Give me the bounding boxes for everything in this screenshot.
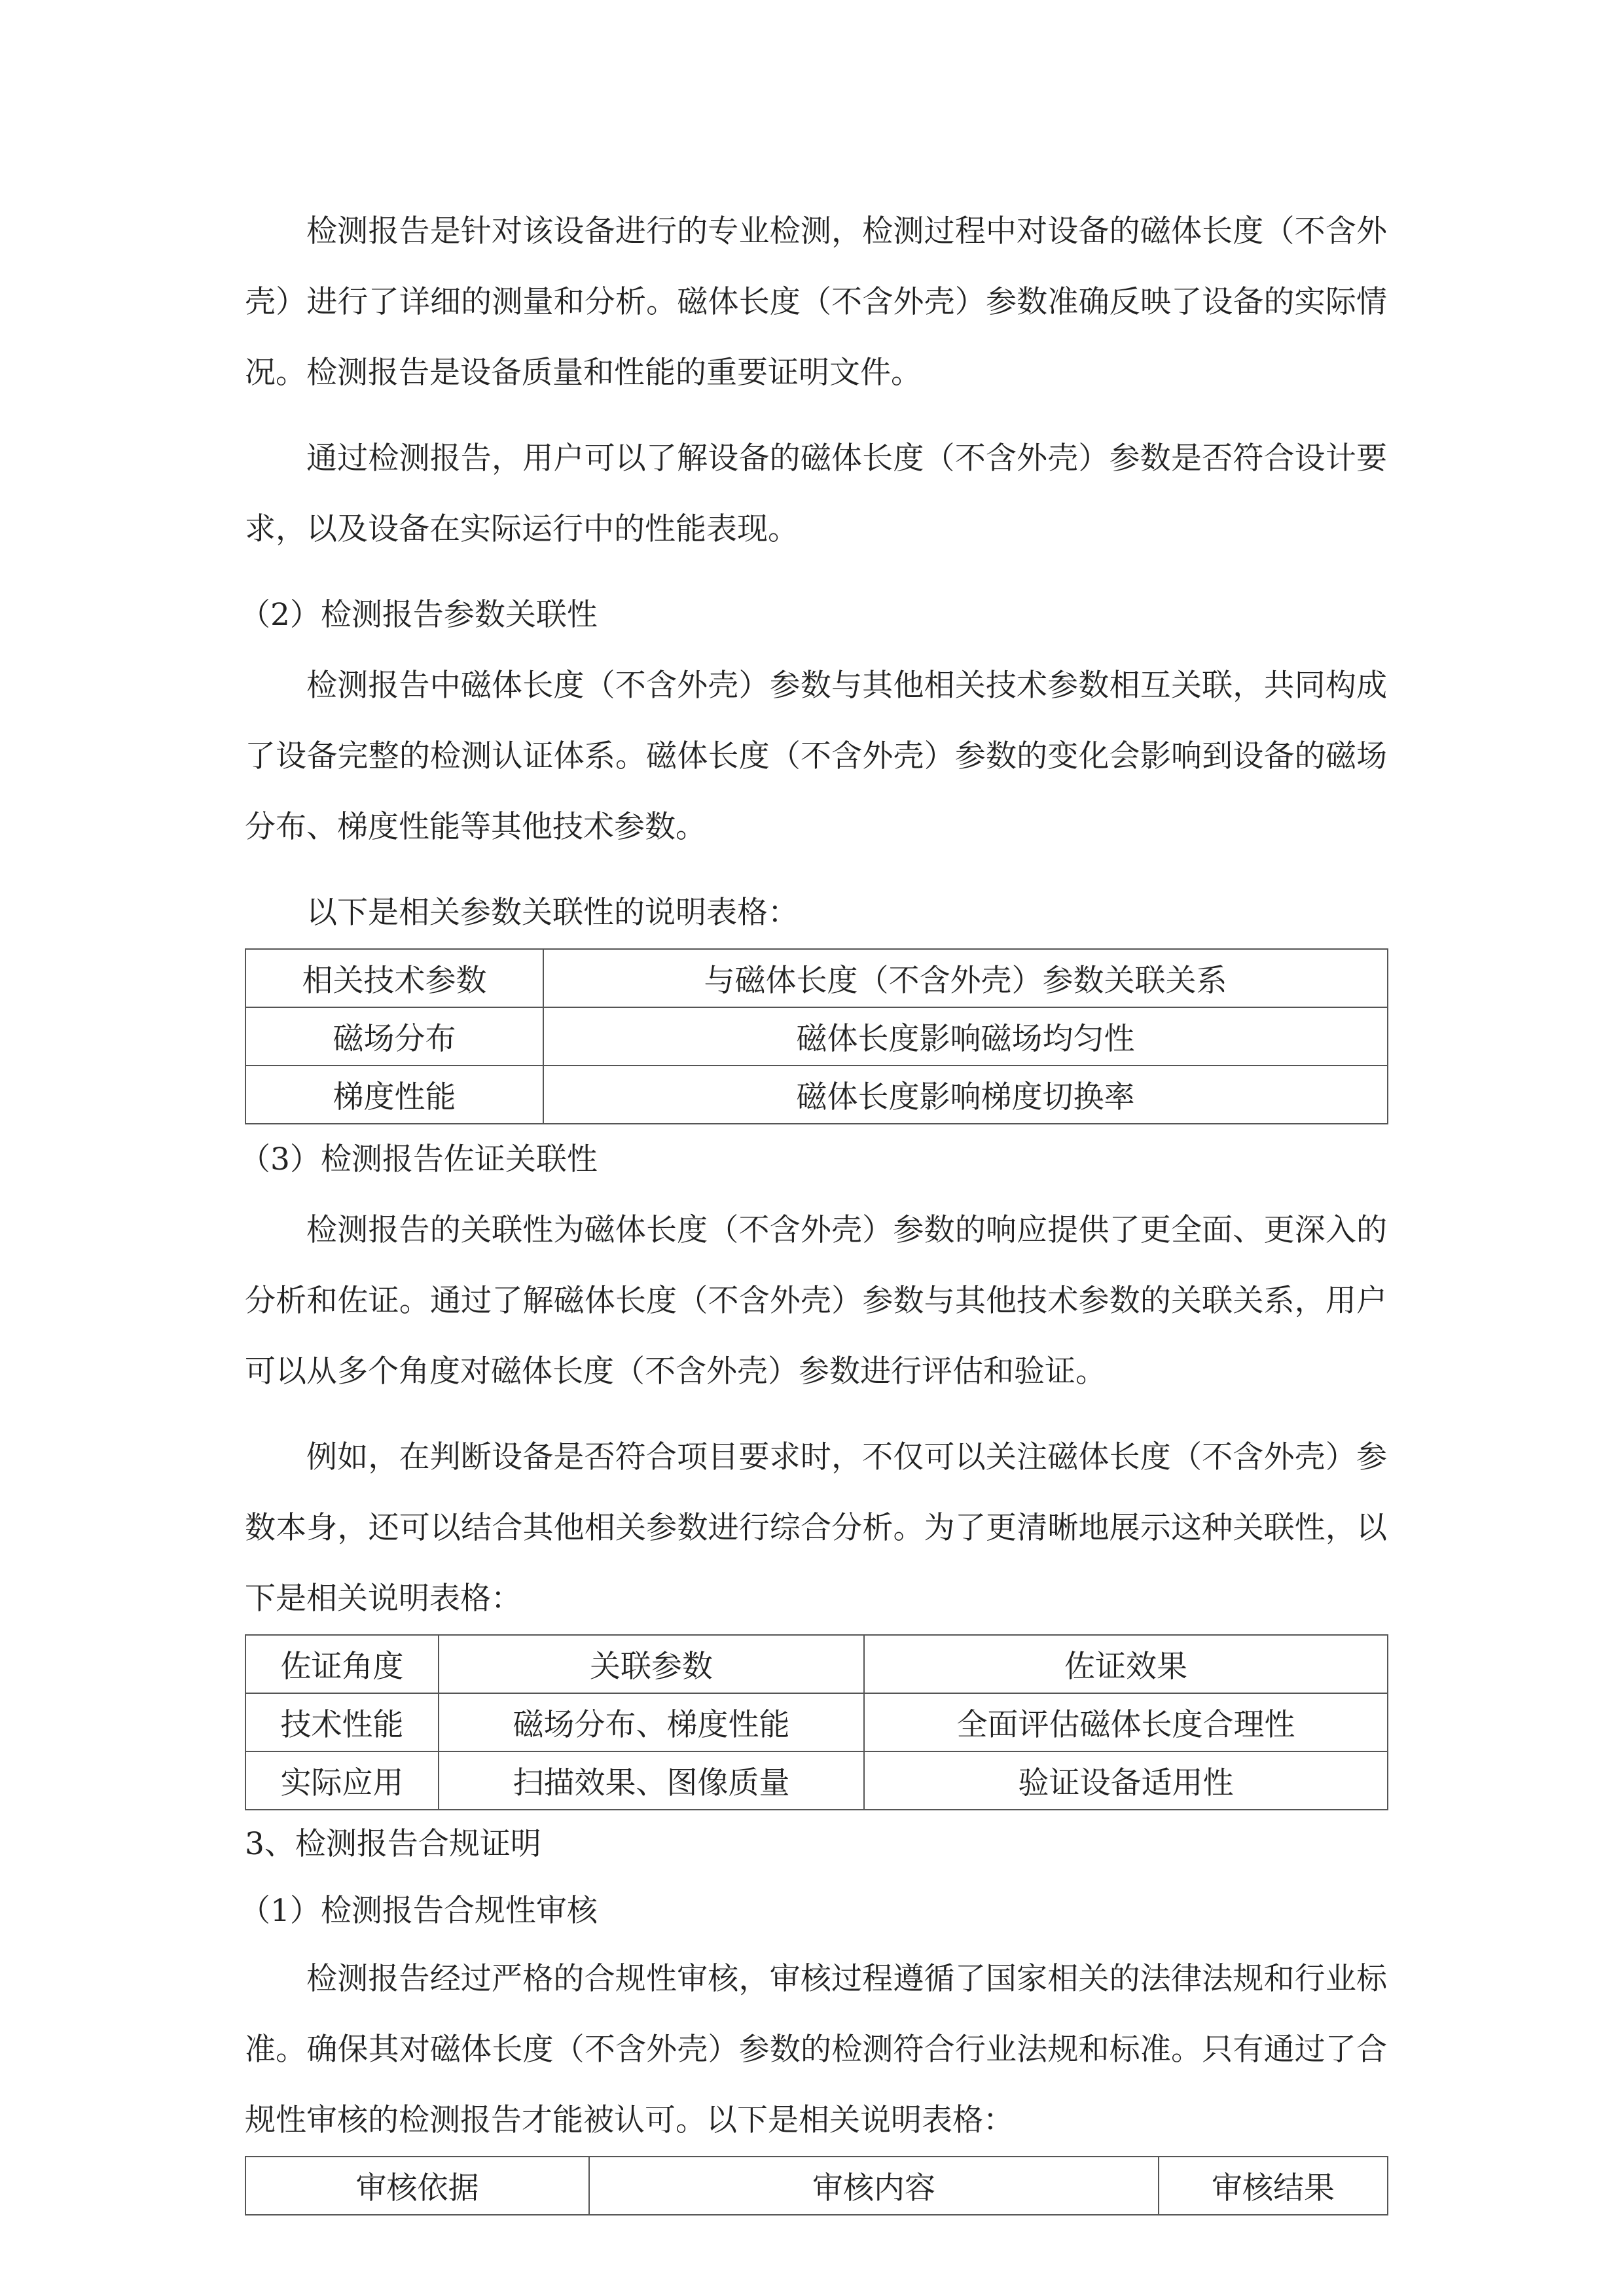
table-header-cell: 审核依据 — [245, 2157, 589, 2215]
table-header-cell: 关联参数 — [439, 1635, 864, 1693]
table-row — [245, 1066, 1388, 1124]
table-header-cell: 审核结果 — [1159, 2157, 1388, 2215]
table-cell: 扫描效果、图像质量 — [439, 1751, 864, 1810]
table-row — [245, 1751, 1388, 1810]
table-cell: 梯度性能 — [245, 1066, 543, 1124]
body-paragraph: 检测报告中磁体长度（不含外壳）参数与其他相关技术参数相互关联，共同构成了设备完整的检测认证体系。磁体长度（不含外壳）参数的变化会影响到设备的磁场分布、梯度性能等其他技术参数。 — [245, 668, 1387, 845]
table-header-row — [245, 1635, 1388, 1693]
body-paragraph: 检测报告是针对该设备进行的专业检测，检测过程中对设备的磁体长度（不含外壳）进行了详细的测量和分析。磁体长度（不含外壳）参数准确反映了设备的实际情况。检测报告是设备质量和性能的重要证明文件。 — [245, 213, 1387, 391]
body-paragraph: 通过检测报告，用户可以了解设备的磁体长度（不含外壳）参数是否符合设计要求，以及设备在实际运行中的性能表现。 — [245, 440, 1387, 547]
body-paragraph: 检测报告经过严格的合规性审核，审核过程遵循了国家相关的法律法规和行业标准。确保其对磁体长度（不含外壳）参数的检测符合行业法规和标准。只有通过了合规性审核的检测报告才能被认可。以下是相关说明表格： — [245, 1961, 1387, 2138]
table-intro: 以下是相关参数关联性的说明表格： — [306, 895, 799, 931]
table-header-cell: 相关技术参数 — [245, 949, 543, 1007]
parameter-association-table — [245, 948, 1388, 1124]
table-cell: 验证设备适用性 — [864, 1751, 1388, 1810]
table-row — [245, 1693, 1388, 1751]
table-cell: 磁体长度影响磁场均匀性 — [543, 1007, 1388, 1066]
body-paragraph: 例如，在判断设备是否符合项目要求时，不仅可以关注磁体长度（不含外壳）参数本身，还可以结合其他相关参数进行综合分析。为了更清晰地展示这种关联性，以下是相关说明表格： — [245, 1439, 1387, 1617]
section-heading: （3）检测报告佐证关联性 — [240, 1141, 598, 1177]
table-row — [245, 1007, 1388, 1066]
body-paragraph: 检测报告的关联性为磁体长度（不含外壳）参数的响应提供了更全面、更深入的分析和佐证。通过了解磁体长度（不含外壳）参数与其他技术参数的关联关系，用户可以从多个角度对磁体长度（不含外壳）参数进行评估和验证。 — [245, 1212, 1387, 1390]
table-header-cell: 佐证角度 — [245, 1635, 439, 1693]
table-cell: 磁体长度影响梯度切换率 — [543, 1066, 1388, 1124]
section-heading: （1）检测报告合规性审核 — [240, 1893, 598, 1929]
table-header-cell: 佐证效果 — [864, 1635, 1388, 1693]
table-header-cell: 审核内容 — [589, 2157, 1159, 2215]
table-header-cell: 与磁体长度（不含外壳）参数关联关系 — [543, 949, 1388, 1007]
section-heading: （2）检测报告参数关联性 — [240, 597, 598, 633]
document-body — [240, 196, 1387, 2215]
table-header-row — [245, 2157, 1388, 2215]
table-cell: 技术性能 — [245, 1693, 439, 1751]
table-cell: 磁场分布、梯度性能 — [439, 1693, 864, 1751]
chapter-heading: 3、检测报告合规证明 — [245, 1826, 541, 1862]
compliance-review-table — [245, 2156, 1388, 2215]
evidence-association-table — [245, 1634, 1388, 1810]
table-header-row — [245, 949, 1388, 1007]
table-cell: 实际应用 — [245, 1751, 439, 1810]
table-cell: 磁场分布 — [245, 1007, 543, 1066]
table-cell: 全面评估磁体长度合理性 — [864, 1693, 1388, 1751]
